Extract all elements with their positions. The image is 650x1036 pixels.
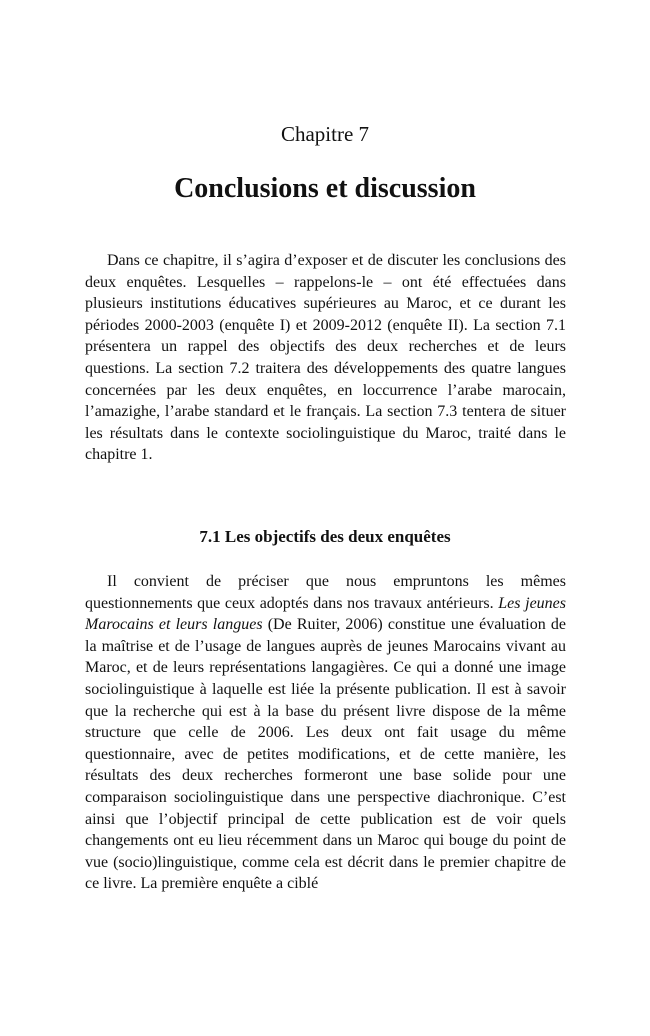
section-heading: 7.1 Les objectifs des deux enquêtes [199,527,451,546]
chapter-title: Conclusions et discussion [174,173,476,204]
section-paragraph [85,571,566,895]
book-title-reference: Les jeunes Marocains et leurs langues [85,594,567,634]
section-text-start: Il convient de préciser que nous empruntons les mêmes questionnements que ceux adoptés dans nos travaux antérieurs. [85,573,566,612]
section-text-continued: (De Ruiter, 2006) constitue une évaluation de la maîtrise et de l’usage de langues auprès de jeunes Marocains vivant au Maroc, et de leurs représentations langagières. Ce qui a donné une image sociolinguistique à laquelle est liée la présente publication. Il est à savoir que la recherche qui est à la base du présent livre dispose de la même structure que celle de 2006. Les deux ont fait usage du même questionnaire, avec de petites modifications, et de cette manière, les résultats des deux recherches formeront une base solide pour une comparaison sociolinguistique dans une perspective diachronique. C’est ainsi que l’objectif principal de cette publication est de voir quels changements ont eu lieu récemment dans un Maroc qui bouge du point de vue (socio)linguistique, comme cela est décrit dans le premier chapitre de ce livre. La première enquête a ciblé [85,616,566,893]
intro-paragraph: Dans ce chapitre, il s’agira d’exposer et de discuter les conclusions des deux enquêtes. Lesquelles – rappelons-le – ont été effectuées dans plusieurs institutions éducatives supérieures au Maroc, et ce durant les périodes 2000-2003 (enquête I) et 2009-2012 (enquête II). La section 7.1 présentera un rappel des objectifs des deux recherches et de leurs questions. La section 7.2 traitera des développements des quatre langues concernées par les deux enquêtes, en loccurrence l’arabe marocain, l’amazighe, l’arabe standard et le français. La section 7.3 tentera de situer les résultats dans le contexte sociolinguistique du Maroc, traité dans le chapitre 1. [85,252,566,464]
chapter-label: Chapitre 7 [280,122,370,146]
